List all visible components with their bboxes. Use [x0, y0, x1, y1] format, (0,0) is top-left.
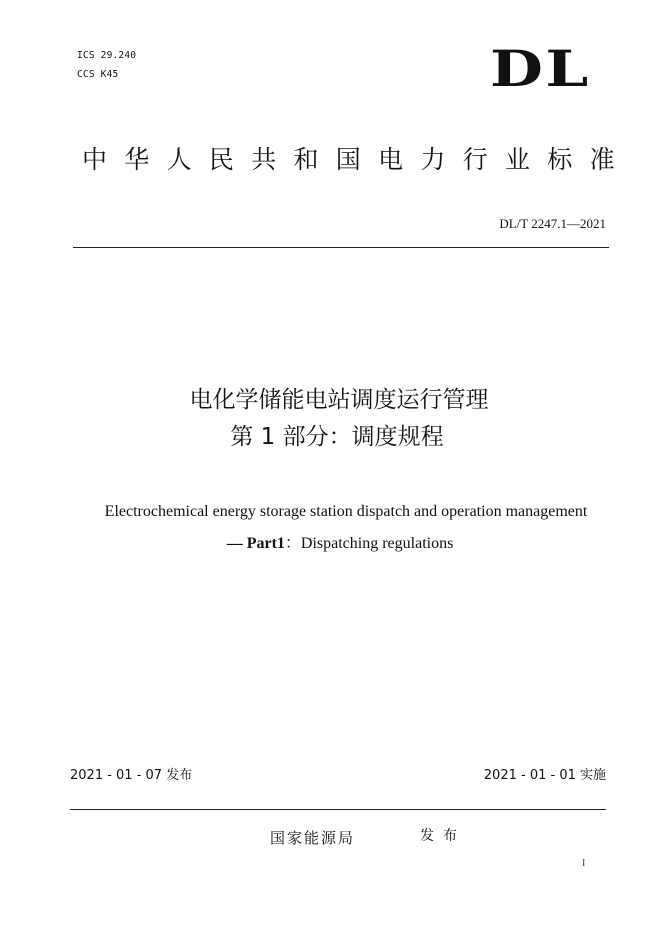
english-title-part-label: — Part1 — [226, 535, 285, 552]
chinese-title-line-2: 第 1 部分：调度规程 — [230, 424, 444, 450]
issue-label: 发布 — [420, 828, 466, 844]
ccs-code: CCS K45 — [77, 69, 119, 80]
english-title-part-name: ：Dispatching regulations — [284, 535, 454, 552]
publish-date: 2021 - 01 - 07 发布 — [70, 768, 193, 783]
dl-logo: DL — [490, 39, 591, 98]
page-number: I — [582, 858, 586, 869]
standard-number: DL/T 2247.1—2021 — [499, 216, 606, 231]
issuing-authority: 国家能源局 — [270, 829, 356, 847]
ics-code: ICS 29.240 — [77, 50, 137, 61]
industry-standard-title: 中华人民共和国电力行业标准 — [82, 145, 632, 174]
english-title-line-1: Electrochemical energy storage station dispatch and operation management — [104, 503, 588, 520]
footer-divider — [70, 809, 606, 810]
implementation-date: 2021 - 01 - 01 实施 — [483, 768, 606, 783]
chinese-title-line-1: 电化学储能电站调度运行管理 — [189, 387, 489, 413]
english-title-line-2 — [0, 534, 662, 554]
header-divider — [73, 247, 609, 248]
